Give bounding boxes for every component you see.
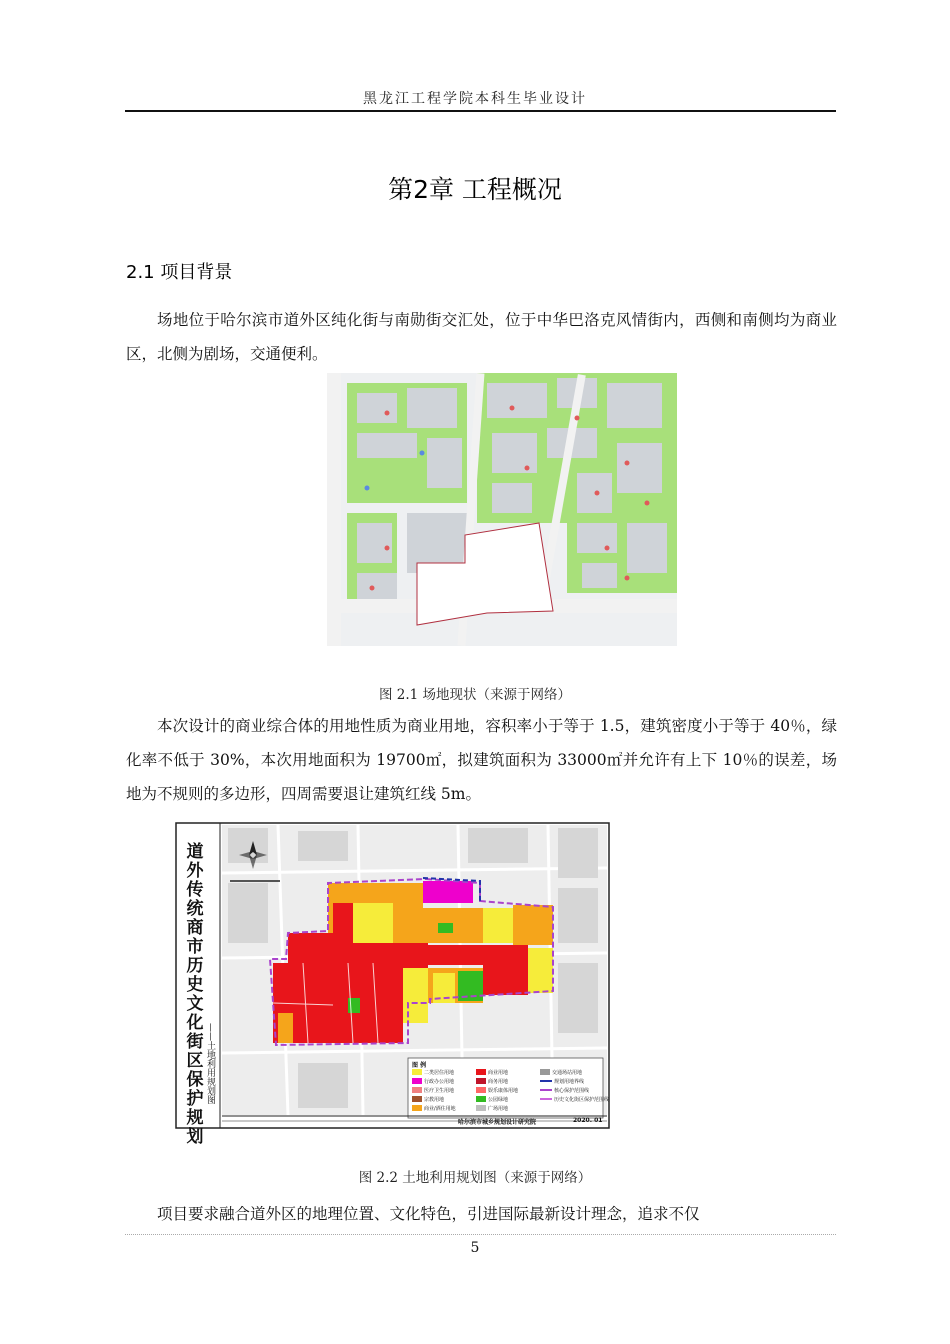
paragraph-site-location: 场地位于哈尔滨市道外区纯化街与南勋街交汇处，位于中华巴洛克风情街内，西侧和南侧均为商业区，北侧为剧场，交通便利。: [126, 311, 837, 363]
legend-label: 商业用地: [488, 1069, 509, 1076]
legend-swatch: [540, 1080, 552, 1082]
legend-item: [476, 1095, 508, 1103]
legend-item: [476, 1068, 508, 1076]
legend-item: [412, 1104, 456, 1112]
footer-rule: [125, 1234, 836, 1235]
legend-label: 医疗卫生用地: [424, 1087, 455, 1094]
plan-legend: [412, 1068, 610, 1116]
legend-label: 历史文化街区保护范围线: [554, 1096, 610, 1103]
legend-item: [476, 1104, 508, 1112]
legend-item: [540, 1095, 609, 1103]
legend-swatch: [540, 1089, 552, 1091]
page-number: 5: [470, 1240, 480, 1256]
legend-swatch: [412, 1087, 422, 1093]
legend-swatch: [476, 1069, 486, 1075]
land-use-plan-figure: [168, 813, 623, 1147]
legend-label: 商业/酒住用地: [424, 1105, 456, 1112]
legend-label: 广场用地: [488, 1105, 509, 1112]
legend-swatch: [476, 1105, 486, 1111]
legend-swatch: [412, 1078, 422, 1084]
plan-vertical-subtitle: ——土地利用规划图: [205, 1023, 215, 1104]
legend-swatch: [476, 1078, 486, 1084]
legend-swatch: [412, 1096, 422, 1102]
legend-item: [540, 1068, 582, 1076]
chapter-title: 第2章 工程概况: [388, 175, 562, 204]
legend-item: [540, 1077, 584, 1085]
legend-label: 交通场站用地: [552, 1069, 583, 1076]
legend-label: 公园绿地: [488, 1096, 509, 1103]
legend-item: [476, 1077, 508, 1085]
page-header: 黑龙江工程学院本科生毕业设计: [363, 91, 587, 107]
legend-label: 商务用地: [488, 1078, 509, 1085]
legend-item: [412, 1077, 454, 1085]
paragraph-land-use-requirements: 本次设计的商业综合体的用地性质为商业用地，容积率小于等于 1.5，建筑密度小于等于 40％，绿化率不低于 30%，本次用地面积为 19700㎡，拟建筑面积为 33000㎡并允许有上下 10％的误差，场地为不规则的多边形，四周需要退让建筑红线 5m。: [126, 717, 837, 803]
figure-2-1-caption: 图 2.1 场地现状（来源于网络）: [378, 687, 572, 703]
section-heading: 2.1 项目背景: [126, 262, 233, 283]
legend-swatch: [476, 1096, 486, 1102]
plan-vertical-title: 道外传统商市历史文化街区保护规划: [186, 842, 204, 1147]
legend-swatch: [476, 1087, 486, 1093]
figure-2-2-caption: 图 2.2 土地利用规划图（来源于网络）: [358, 1170, 592, 1186]
legend-label: 二类居住用地: [424, 1069, 455, 1076]
plan-institute: 哈尔滨市城乡规划设计研究院: [458, 1119, 537, 1126]
legend-item: [412, 1068, 454, 1076]
legend-label: 行政办公用地: [424, 1078, 455, 1085]
legend-label: 娱乐康体用地: [488, 1087, 519, 1094]
legend-item: [412, 1095, 444, 1103]
legend-item: [540, 1086, 589, 1094]
legend-swatch: [540, 1098, 552, 1100]
site-map-figure: [327, 373, 677, 646]
legend-label: 宗教用地: [424, 1096, 445, 1103]
plan-date: 2020. 01: [573, 1117, 603, 1124]
legend-item: [412, 1086, 454, 1094]
legend-heading: 图 例: [412, 1062, 427, 1069]
legend-item: [476, 1086, 518, 1094]
legend-label: 核心保护范围线: [554, 1087, 590, 1094]
legend-swatch: [540, 1069, 550, 1075]
paragraph-design-requirements: 项目要求融合道外区的地理位置、文化特色，引进国际最新设计理念，追求不仅: [157, 1205, 700, 1223]
header-rule: [125, 110, 836, 112]
legend-swatch: [412, 1069, 422, 1075]
legend-swatch: [412, 1105, 422, 1111]
legend-label: 规划用地界线: [554, 1078, 585, 1085]
